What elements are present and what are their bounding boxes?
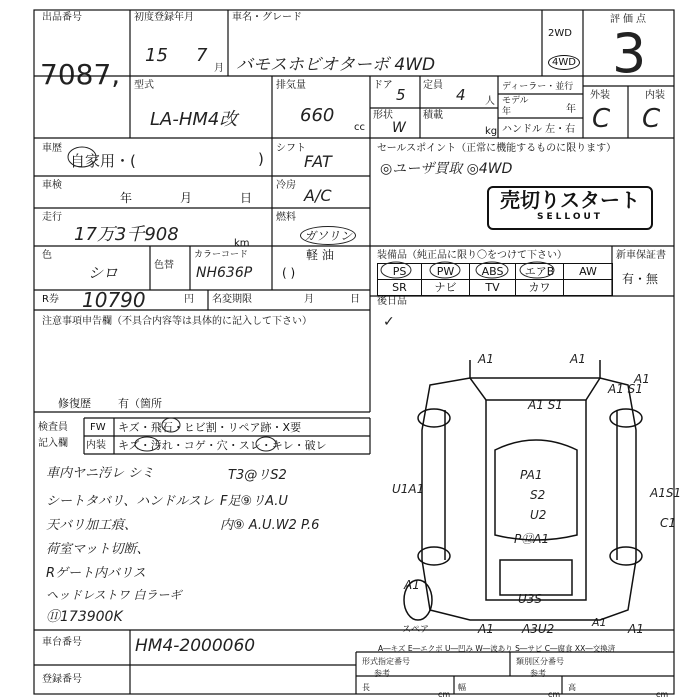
- mark-12: U3S: [518, 592, 543, 606]
- check-label-2: 記入欄: [38, 438, 68, 449]
- first-reg-month: 7: [196, 45, 208, 66]
- check-label: 検査員: [38, 422, 68, 433]
- bottom-label-4: 参考: [530, 669, 546, 678]
- mark-18: U2: [530, 508, 547, 522]
- interior-items: キズ・汚れ・コゲ・穴・スレ・キレ・破レ: [118, 439, 327, 452]
- ac-label: 冷房: [276, 180, 296, 191]
- repair-value: 有（箇所: [118, 397, 162, 410]
- shape-label: 形状: [373, 110, 393, 121]
- mark-3: A1: [634, 372, 650, 386]
- inspector-note-8: T3@リS2: [228, 468, 287, 483]
- namechange-label: 名変期限: [212, 294, 252, 305]
- rear-seat-label: 後日品: [377, 296, 407, 307]
- doors-value: 5: [396, 86, 406, 104]
- capacity-label: 定員: [423, 80, 443, 91]
- mark-19: P⑫A1: [514, 532, 550, 546]
- bottom-label-6: 幅: [458, 683, 466, 692]
- model-label: 車名・グレード: [232, 12, 302, 23]
- mark-14: A1: [592, 616, 607, 629]
- dealer-label: ディーラー・並行: [502, 82, 574, 92]
- sellout-sub: SELLOUT: [537, 212, 603, 222]
- sellout-main: 売切りスタート: [500, 188, 640, 212]
- mileage-unit: km: [234, 238, 250, 249]
- inspector-note-2: シートタバリ、ハンドルスレ: [46, 494, 214, 509]
- rear-seat-value: ✓: [383, 314, 395, 330]
- bottom-label-1: 形式指定番号: [362, 657, 410, 666]
- inspection-label: 車検: [42, 180, 62, 191]
- first-reg-unit: 月: [214, 63, 224, 74]
- type-label: 型式: [134, 80, 154, 91]
- rec-label: R券: [42, 294, 59, 305]
- spare-label: スペア: [402, 625, 430, 635]
- bottom-unit-1: cm: [438, 690, 451, 699]
- chassis-label: 車台番号: [42, 637, 82, 648]
- inspection-year: 年: [120, 191, 133, 205]
- bottom-label-5: 長: [362, 683, 370, 692]
- capacity-value: 4: [456, 86, 466, 104]
- namechange-day: 日: [350, 294, 360, 305]
- first-reg-label: 初度登録年月: [134, 12, 194, 23]
- repair-label: 修復歴: [58, 397, 91, 410]
- color-label: 色: [42, 250, 52, 261]
- bottom-label-7: 高: [568, 683, 576, 692]
- color-code-label: カラーコード: [194, 250, 249, 260]
- model-year-unit: 年: [566, 104, 576, 115]
- equip-pw: PW: [421, 263, 470, 280]
- sales-point-value: ◎ユーザ買取 ◎4WD: [380, 161, 513, 177]
- inspector-note-5: Rゲート内バリス: [46, 566, 146, 581]
- ac-value: A/C: [304, 186, 332, 205]
- load-unit: kg: [485, 126, 498, 137]
- displacement-label: 排気量: [276, 80, 306, 91]
- shift-label: シフト: [276, 143, 306, 154]
- equip-ps: PS: [377, 263, 422, 280]
- mark-16: PA1: [520, 468, 543, 482]
- equip-sr: SR: [377, 279, 422, 296]
- ext-value: C: [592, 104, 611, 134]
- inspector-note-6: ヘッドレストワ 白ラーギ: [46, 588, 182, 602]
- inspector-note-4: 荷室マット切断、: [46, 542, 150, 557]
- repaint-label: 色替: [154, 260, 174, 271]
- shift-value: FAT: [304, 152, 332, 171]
- mark-4: A1 S1: [528, 398, 563, 412]
- score-value: 3: [612, 22, 647, 85]
- sales-point-label: セールスポイント（正常に機能するものに限ります）: [377, 143, 617, 154]
- mileage-value: 17万3千908: [74, 224, 179, 245]
- bottom-unit-2: cm: [548, 690, 561, 699]
- displacement-unit: cc: [354, 122, 365, 133]
- score-label: 評価点: [610, 14, 649, 25]
- bottom-label-3: 類別区分番号: [516, 657, 564, 666]
- mileage-label: 走行: [42, 212, 62, 223]
- int-value: C: [642, 104, 661, 134]
- bottom-label-2: 参考: [374, 669, 390, 678]
- equip-aw: AW: [563, 263, 613, 280]
- inspector-note-7: ⑪173900K: [46, 609, 123, 625]
- displacement-value: 660: [300, 105, 335, 126]
- shape-value: W: [392, 120, 406, 136]
- inspection-month: 月: [180, 191, 193, 205]
- fw-label: FW: [90, 422, 106, 433]
- fuel-light: 軽 油: [306, 248, 334, 262]
- bottom-unit-3: cm: [656, 690, 669, 699]
- doors-label: ドア: [373, 80, 393, 91]
- mark-6: U1A1: [392, 482, 425, 496]
- model-year-label: モデル年: [502, 96, 529, 117]
- equip-tv: TV: [469, 279, 516, 296]
- equip-leather: カワ: [515, 279, 564, 296]
- first-reg-year: 15: [145, 45, 168, 66]
- fuel-value: ガソリン: [300, 226, 356, 245]
- type-value: LA-HM4改: [150, 109, 238, 130]
- lot-label: 出品番号: [42, 12, 82, 23]
- inspector-note-3: 天バリ加工痕、: [46, 518, 138, 533]
- mark-11: A1: [628, 622, 644, 636]
- fw-items: キズ・飛石・ヒビ割・リペア跡・X要: [118, 421, 302, 434]
- drive-4wd: 4WD: [548, 55, 580, 70]
- rec-unit: 円: [184, 294, 194, 305]
- mark-17: S2: [530, 488, 546, 502]
- chassis-value: HM4-2000060: [135, 636, 256, 656]
- equipment-label: 装備品（純正品に限り〇をつけて下さい）: [377, 250, 567, 261]
- warranty-label: 新車保証書: [616, 250, 666, 261]
- history-label: 車歴: [42, 143, 62, 154]
- mark-8: C1: [660, 516, 677, 530]
- equip-navi: ナビ: [421, 279, 470, 296]
- rec-value: 10790: [82, 288, 146, 312]
- equip-airbag: エアB: [515, 263, 564, 280]
- mark-5: A1 S1: [608, 382, 643, 396]
- capacity-unit: 人: [485, 96, 495, 107]
- mark-9: A1: [404, 578, 420, 592]
- color-code: NH636P: [196, 265, 253, 281]
- model-value: バモスホビオターボ 4WD: [236, 55, 436, 75]
- inspection-day: 日: [240, 191, 253, 205]
- lot-number: 7087,: [40, 58, 121, 91]
- mark-10: A1: [478, 622, 494, 636]
- notes-label: 注意事項申告欄（不具合内容等は具体的に記入して下さい）: [42, 316, 312, 327]
- reg-no-label: 登録番号: [42, 674, 82, 685]
- inspector-note-10: 内⑨ A.U.W2 P.6: [220, 518, 320, 533]
- handle-label: ハンドル 左・右: [502, 124, 576, 135]
- inspector-note-1: 車内ヤニ汚レ シミ: [46, 466, 155, 481]
- ext-label: 外装: [590, 90, 610, 101]
- int-label: 内装: [645, 90, 665, 101]
- interior-label: 内装: [86, 440, 106, 451]
- warranty-value: 有・無: [622, 272, 659, 286]
- mark-2: A1: [570, 352, 586, 366]
- history-close: ): [258, 150, 264, 168]
- history-value: 自家用・(: [70, 152, 136, 170]
- color-value: シロ: [88, 264, 119, 282]
- equip-abs: ABS: [469, 263, 516, 280]
- inspector-note-9: F足⑨リA.U: [220, 494, 288, 509]
- namechange-month: 月: [304, 294, 314, 305]
- drive-2wd: 2WD: [548, 28, 572, 39]
- fuel-paren: ( ): [282, 266, 296, 280]
- mark-13: A3U2: [522, 622, 555, 636]
- mark-1: A1: [478, 352, 494, 366]
- legend: A―キズ E―エクボ U―凹み W―波あり S―サビ C―腐食 XX―交換済: [378, 644, 616, 653]
- fuel-label: 燃料: [276, 212, 296, 223]
- load-label: 積載: [423, 110, 443, 121]
- mark-7: A1S1: [650, 486, 682, 500]
